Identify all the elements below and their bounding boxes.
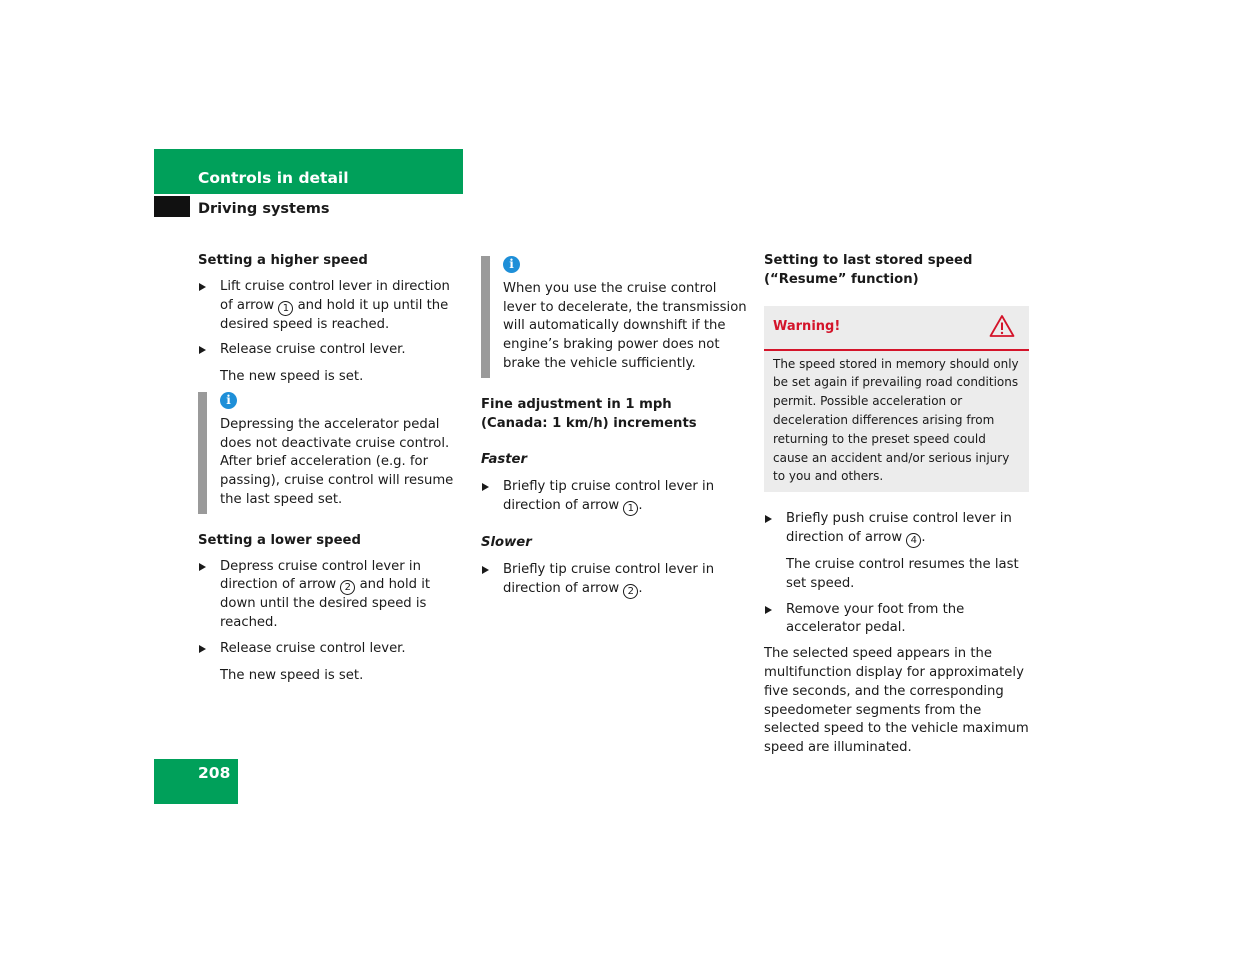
info-note xyxy=(481,256,749,378)
bullet-arrow-icon xyxy=(199,283,206,291)
info-icon: i xyxy=(503,256,520,273)
warning-label: Warning! xyxy=(773,318,841,334)
info-bar xyxy=(198,392,207,514)
higher-speed-heading: Setting a higher speed xyxy=(198,253,368,268)
info-bar xyxy=(481,256,490,378)
arrow-number-badge: 2 xyxy=(623,584,638,599)
higher-speed-step-1: Lift cruise control lever in direction of arrow 1 and hold it up until the desired speed is reached. xyxy=(198,278,466,335)
info-icon: i xyxy=(220,392,237,409)
warning-triangle-icon xyxy=(989,314,1015,338)
info-text: When you use the cruise control lever to decelerate, the transmission will automatically downshift if the engine’s braking power does not brake the vehicle sufficiently. xyxy=(503,280,747,371)
resume-step-1-result: The cruise control resumes the last set speed. xyxy=(786,556,1019,591)
faster-label: Faster xyxy=(481,452,527,468)
bullet-arrow-icon xyxy=(199,346,206,354)
bullet-arrow-icon xyxy=(765,606,772,614)
higher-speed-result: The new speed is set. xyxy=(220,369,364,385)
arrow-number-badge: 1 xyxy=(623,501,638,516)
faster-step: Briefly tip cruise control lever in direction of arrow 1 . xyxy=(481,478,749,516)
warning-header xyxy=(764,306,1029,351)
arrow-number-badge: 4 xyxy=(906,533,921,548)
subsection-marker xyxy=(154,196,190,217)
higher-speed-step-2: Release cruise control lever. xyxy=(198,341,466,360)
subsection-title: Driving systems xyxy=(198,201,330,217)
column-3 xyxy=(764,252,1032,758)
bullet-arrow-icon xyxy=(482,483,489,491)
slower-label: Slower xyxy=(481,534,532,550)
arrow-number-badge: 1 xyxy=(278,301,293,316)
lower-speed-step-1: Depress cruise control lever in direction of arrow 2 and hold it down until the desired speed is reached. xyxy=(198,558,466,633)
bullet-arrow-icon xyxy=(199,563,206,571)
bullet-arrow-icon xyxy=(482,566,489,574)
warning-text: The speed stored in memory should only be set again if prevailing road conditions permit. Possible acceleration or deceleration differences arising from returning to the preset speed could cause an accident and/or serious injury to you and others. xyxy=(773,356,1019,484)
section-title: Controls in detail xyxy=(198,169,349,187)
bullet-arrow-icon xyxy=(765,515,772,523)
arrow-number-badge: 2 xyxy=(340,580,355,595)
lower-speed-step-2: Release cruise control lever. xyxy=(198,640,466,659)
lower-speed-result: The new speed is set. xyxy=(220,667,364,683)
bullet-arrow-icon xyxy=(199,645,206,653)
slower-step: Briefly tip cruise control lever in direction of arrow 2 . xyxy=(481,561,749,599)
resume-heading: Setting to last stored speed (“Resume” function) xyxy=(764,253,973,287)
resume-step-1: Briefly push cruise control lever in direction of arrow 4 . xyxy=(764,510,1032,548)
lower-speed-heading: Setting a lower speed xyxy=(198,532,361,548)
warning-box xyxy=(764,306,1029,493)
info-text: Depressing the accelerator pedal does not deactivate cruise control. After brief acceleration (e.g. for passing), cruise control will resume the last speed set. xyxy=(220,416,454,507)
page-number: 208 xyxy=(198,764,231,782)
resume-step-2: Remove your foot from the accelerator pedal. xyxy=(764,601,1032,639)
column-2 xyxy=(481,256,749,599)
resume-closing-text: The selected speed appears in the multifunction display for approximately five seconds, and the corresponding speedometer segments from the selected speed to the vehicle maximum speed are illuminated. xyxy=(764,646,1029,756)
column-1 xyxy=(198,252,466,686)
fine-adjustment-heading: Fine adjustment in 1 mph (Canada: 1 km/h) increments xyxy=(481,396,697,431)
info-note xyxy=(198,392,466,514)
